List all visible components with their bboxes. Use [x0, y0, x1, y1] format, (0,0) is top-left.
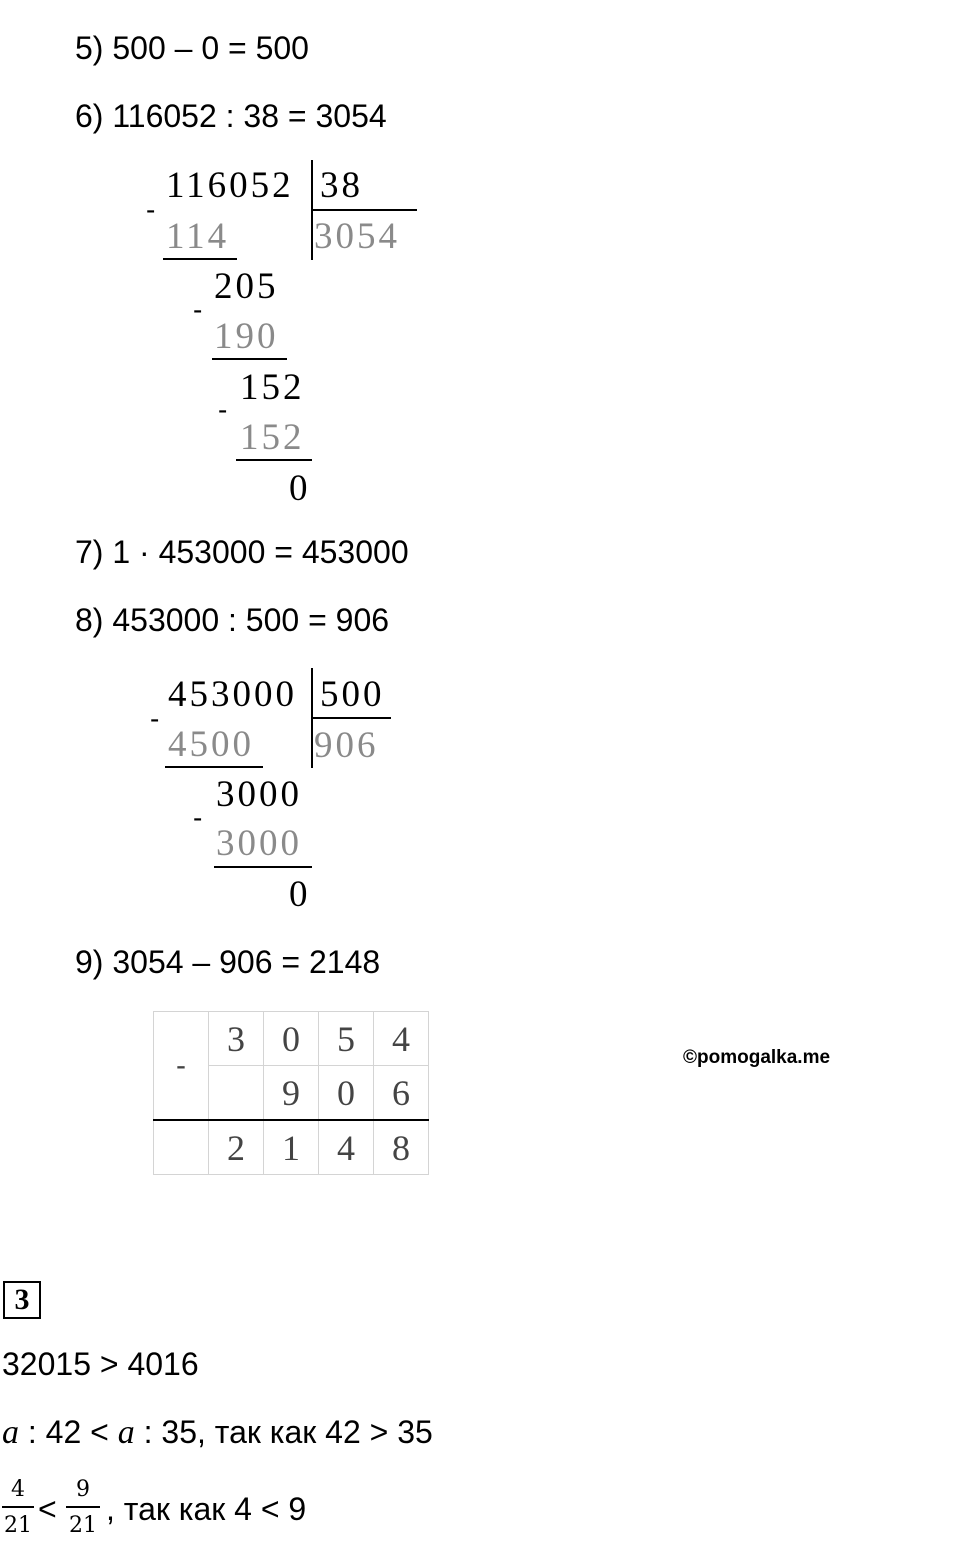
- subtrahend-step: 3000: [216, 823, 302, 864]
- grid-cell: 8: [374, 1120, 429, 1175]
- grid-cell: 5: [319, 1012, 374, 1066]
- remainder-step: 3000: [216, 774, 302, 815]
- grid-cell: 0: [264, 1012, 319, 1066]
- grid-cell: [209, 1066, 264, 1121]
- grid-cell: 4: [374, 1012, 429, 1066]
- grid-cell: 9: [264, 1066, 319, 1121]
- step-underline: [212, 358, 287, 360]
- grid-cell: 3: [209, 1012, 264, 1066]
- comparison-2-end: : 35, так как 42 > 35: [134, 1414, 433, 1450]
- less-than: <: [38, 1491, 57, 1527]
- step-7: 7) 1 · 453000 = 453000: [75, 534, 409, 570]
- minus-sign: -: [193, 294, 203, 325]
- quotient: 3054: [314, 216, 400, 257]
- fraction-2-numerator: 9: [76, 1477, 90, 1502]
- fraction-1-denominator: 21: [4, 1513, 32, 1538]
- grid-cell: 2: [209, 1120, 264, 1175]
- minus-sign: -: [150, 703, 160, 734]
- division-bracket-horizontal: [311, 717, 391, 719]
- step-underline: [165, 766, 263, 768]
- step-underline: [214, 866, 312, 868]
- subtrahend-step: 190: [214, 316, 279, 357]
- task-number-box: 3: [3, 1281, 41, 1319]
- divisor: 500: [320, 674, 385, 715]
- step-6: 6) 116052 : 38 = 3054: [75, 98, 387, 134]
- grid-cell: [154, 1120, 209, 1175]
- step-9: 9) 3054 – 906 = 2148: [75, 944, 381, 980]
- variable-a: a: [2, 1414, 19, 1451]
- step-underline: [236, 459, 312, 461]
- watermark: ©pomogalka.me: [683, 1047, 831, 1068]
- fraction-1-numerator: 4: [11, 1477, 25, 1502]
- dividend: 453000: [168, 674, 297, 715]
- step-5: 5) 500 – 0 = 500: [75, 30, 309, 66]
- grid-cell: 0: [319, 1066, 374, 1121]
- variable-a: a: [117, 1414, 135, 1451]
- minus-sign: -: [154, 1012, 209, 1121]
- comparison-3-end: , так как 4 < 9: [106, 1491, 307, 1527]
- step-underline: [163, 258, 237, 260]
- subtrahend-step: 114: [166, 216, 230, 257]
- division-bracket-horizontal: [311, 209, 417, 211]
- fraction-1-bar: [2, 1506, 34, 1508]
- comparison-2-mid: : 42 <: [19, 1414, 118, 1450]
- column-subtraction-grid: [153, 1011, 429, 1175]
- remainder-step: 205: [214, 266, 279, 307]
- step-8: 8) 453000 : 500 = 906: [75, 602, 390, 638]
- quotient: 906: [314, 725, 379, 766]
- minus-sign: -: [193, 802, 203, 833]
- dividend: 116052: [166, 165, 294, 206]
- minus-sign: -: [218, 394, 228, 425]
- final-remainder: 0: [289, 468, 311, 509]
- grid-cell: 6: [374, 1066, 429, 1121]
- final-remainder: 0: [289, 874, 311, 915]
- grid-cell: 4: [319, 1120, 374, 1175]
- divisor: 38: [320, 165, 363, 206]
- comparison-2: [2, 1416, 433, 1450]
- minus-sign: -: [146, 194, 156, 225]
- comparison-1: 32015 > 4016: [2, 1346, 199, 1382]
- fraction-2-denominator: 21: [69, 1513, 97, 1538]
- subtrahend-step: 152: [240, 417, 305, 458]
- subtrahend-step: 4500: [168, 724, 254, 765]
- grid-cell: 1: [264, 1120, 319, 1175]
- fraction-2-bar: [66, 1506, 100, 1508]
- remainder-step: 152: [240, 367, 305, 408]
